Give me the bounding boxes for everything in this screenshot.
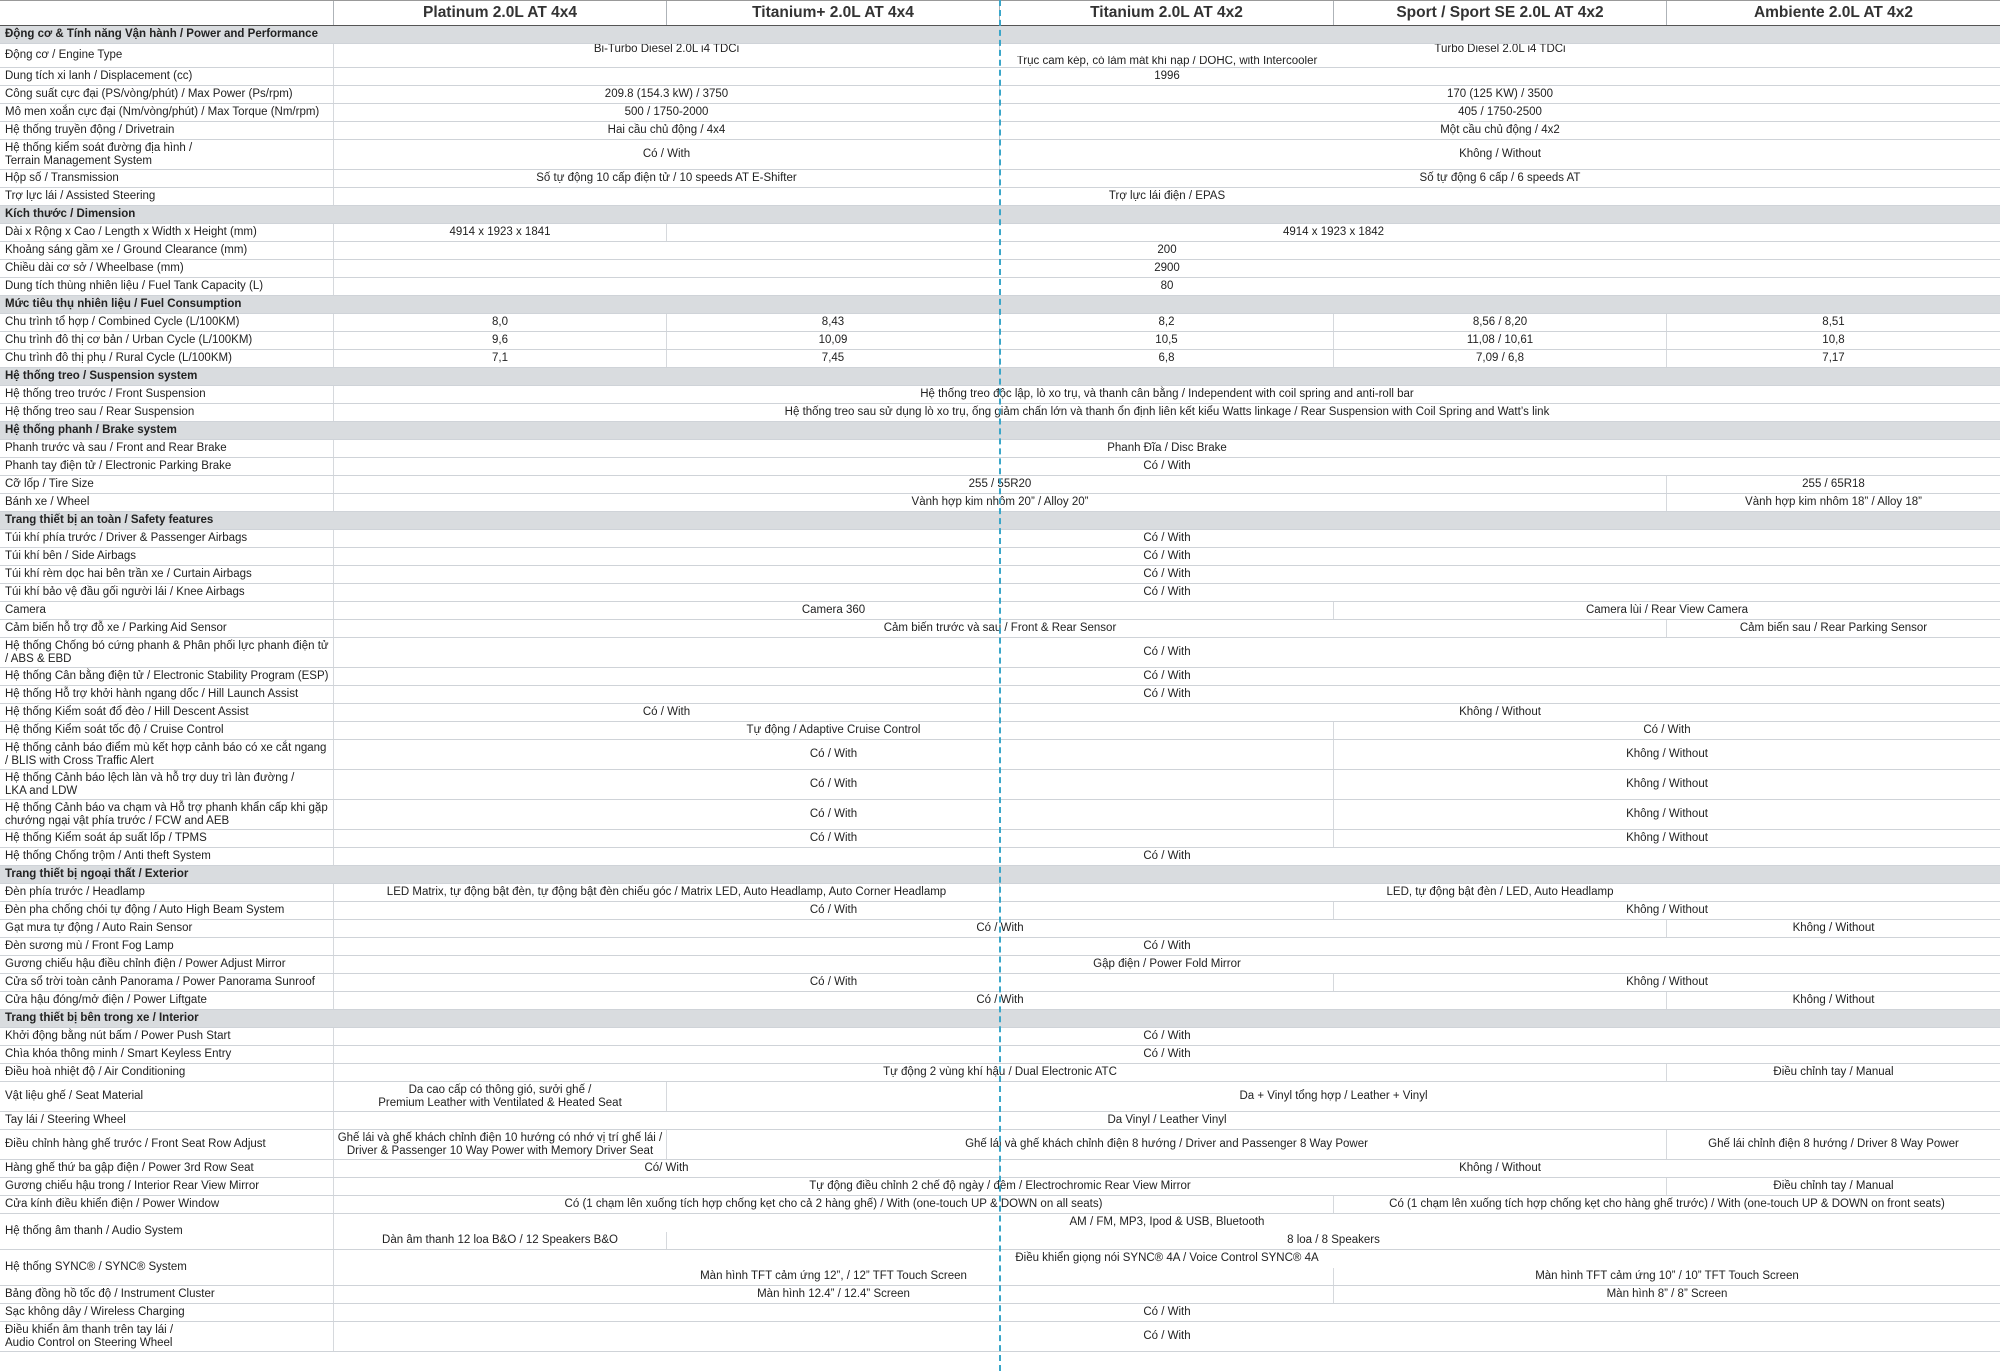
spec-value-cell: Cảm biến sau / Rear Parking Sensor [1666, 620, 2000, 637]
row-label: Hệ thống Cảnh báo va chạm và Hỗ trợ phanh khẩn cấp khi gặp chướng ngại vật phía trước / FCW and AEB [5, 801, 328, 827]
spec-value-cell: Không / Without [999, 140, 2000, 169]
spec-value-cell: Không / Without [1333, 800, 2000, 829]
spec-value-cell: Tự động 2 vùng khí hậu / Dual Electronic ATC [333, 1064, 1666, 1081]
row-label: Hệ thống Cảnh báo lệch làn và hỗ trợ duy trì làn đường / LKA and LDW [5, 771, 295, 797]
spec-value-cell: Trợ lực lái điện / EPAS [333, 188, 2000, 205]
section-title: Trang thiết bị an toàn / Safety features [5, 514, 214, 527]
spec-value-cell: Không / Without [1333, 974, 2000, 991]
row-label: Hệ thống cảnh báo điểm mù kết hợp cảnh báo có xe cắt ngang / BLIS with Cross Traffic Alert [5, 741, 327, 767]
row-label: Tay lái / Steering Wheel [5, 1114, 126, 1127]
section-title: Trang thiết bị ngoại thất / Exterior [5, 868, 189, 881]
spec-value-cell: Không / Without [1333, 902, 2000, 919]
spec-value-cell: Có / With [333, 1046, 2000, 1063]
page-fold-divider [999, 0, 1001, 1371]
row-label: Hàng ghế thứ ba gập điện / Power 3rd Row Seat [5, 1162, 254, 1175]
spec-value-cell: 7,1 [333, 350, 666, 367]
row-label: Hệ thống Chống trộm / Anti theft System [5, 850, 211, 863]
spec-value-cell: 255 / 65R18 [1666, 476, 2000, 493]
spec-value-cell: 2900 [333, 260, 2000, 277]
section-title: Kích thước / Dimension [5, 208, 136, 221]
row-label: Đèn phía trước / Headlamp [5, 886, 145, 899]
spec-value-cell: 7,17 [1666, 350, 2000, 367]
spec-value-cell: Có / With [333, 770, 1333, 799]
row-label: Cảm biến hỗ trợ đỗ xe / Parking Aid Sensor [5, 622, 227, 635]
spec-value-cell: Có / With [333, 938, 2000, 955]
row-label: Phanh tay điện tử / Electronic Parking Brake [5, 460, 232, 473]
row-label: Cửa hậu đóng/mở điện / Power Liftgate [5, 994, 207, 1007]
row-label: Hệ thống treo trước / Front Suspension [5, 388, 206, 401]
spec-value-cell: Có / With [333, 548, 2000, 565]
row-label: Vật liệu ghế / Seat Material [5, 1090, 144, 1103]
row-label: Chu trình tổ hợp / Combined Cycle (L/100KM) [5, 316, 240, 329]
spec-value-cell: Gập điện / Power Fold Mirror [333, 956, 2000, 973]
row-label: Điều chỉnh hàng ghế trước / Front Seat Row Adjust [5, 1138, 266, 1151]
spec-value-cell: 8,2 [999, 314, 1333, 331]
row-label: Bảng đồng hồ tốc độ / Instrument Cluster [5, 1288, 215, 1301]
row-label: Hệ thống Hỗ trợ khởi hành ngang dốc / Hill Launch Assist [5, 688, 299, 701]
spec-value-cell: 170 (125 KW) / 3500 [999, 86, 2000, 103]
header-blank-cell [0, 1, 333, 25]
spec-value-cell: Có / With [333, 638, 2000, 667]
spec-value-cell: 209.8 (154.3 kW) / 3750 [333, 86, 999, 103]
spec-value-cell: Ghế lái chỉnh điện 8 hướng / Driver 8 Way Power [1666, 1130, 2000, 1159]
row-label: Gạt mưa tự động / Auto Rain Sensor [5, 922, 193, 935]
spec-value-cell: Không / Without [999, 1160, 2000, 1177]
spec-value-cell: 255 / 55R20 [333, 476, 1666, 493]
spec-value-cell: Số tự động 6 cấp / 6 speeds AT [999, 170, 2000, 187]
spec-value-cell: Da + Vinyl tổng hợp / Leather + Vinyl [666, 1082, 2000, 1111]
row-label: Cửa kính điều khiển điện / Power Window [5, 1198, 220, 1211]
section-title: Trang thiết bị bên trong xe / Interior [5, 1012, 199, 1025]
spec-value-cell: Có / With [333, 584, 2000, 601]
row-label: Hệ thống truyền động / Drivetrain [5, 124, 175, 137]
row-label: Cửa sổ trời toàn cảnh Panorama / Power Panorama Sunroof [5, 976, 315, 989]
spec-value-cell: Điều chỉnh tay / Manual [1666, 1064, 2000, 1081]
spec-value-cell: 4914 x 1923 x 1841 [333, 224, 666, 241]
spec-value-cell: 8,0 [333, 314, 666, 331]
row-label: Chiều dài cơ sở / Wheelbase (mm) [5, 262, 184, 275]
spec-value-cell: Có (1 chạm lên xuống tích hợp chống kẹt cho cả 2 hàng ghế) / With (one-touch UP & DOWN on all seats) [333, 1196, 1333, 1213]
spec-value-cell: Tự động / Adaptive Cruise Control [333, 722, 1333, 739]
spec-value-cell: Tự động điều chỉnh 2 chế độ ngày / đêm / Electrochromic Rear View Mirror [333, 1178, 1666, 1195]
spec-value-cell: Camera 360 [333, 602, 1333, 619]
spec-value-cell: 8,43 [666, 314, 999, 331]
row-label: Hệ thống treo sau / Rear Suspension [5, 406, 195, 419]
spec-value-cell: LED, tự động bật đèn / LED, Auto Headlamp [999, 884, 2000, 901]
row-label: Khởi động bằng nút bấm / Power Push Start [5, 1030, 231, 1043]
row-label: Dung tích thùng nhiên liệu / Fuel Tank Capacity (L) [5, 280, 264, 293]
spec-value-cell: 405 / 1750-2500 [999, 104, 2000, 121]
row-label: Đèn pha chống chói tự động / Auto High Beam System [5, 904, 285, 917]
spec-value-cell: 8 loa / 8 Speakers [666, 1232, 2000, 1250]
spec-value-cell: 80 [333, 278, 2000, 295]
spec-value-cell: 7,09 / 6,8 [1333, 350, 1666, 367]
section-title: Hệ thống phanh / Brake system [5, 424, 177, 437]
spec-value-cell: AM / FM, MP3, Ipod & USB, Bluetooth [333, 1214, 2000, 1232]
row-label: Hệ thống SYNC® / SYNC® System [5, 1261, 187, 1274]
row-label: Chu trình đô thị phụ / Rural Cycle (L/100KM) [5, 352, 232, 365]
row-label: Hệ thống Chống bó cứng phanh & Phân phối lực phanh điện tử / ABS & EBD [5, 639, 329, 665]
section-title: Mức tiêu thụ nhiên liệu / Fuel Consumption [5, 298, 242, 311]
spec-value-cell: Camera lùi / Rear View Camera [1333, 602, 2000, 619]
spec-value-cell: 6,8 [999, 350, 1333, 367]
row-label: Sạc không dây / Wireless Charging [5, 1306, 185, 1319]
spec-value-cell: Hệ thống treo sau sử dụng lò xo trụ, ống giảm chấn lớn và thanh ổn định liên kết kiểu Watts linkage / Rear Suspension with Coil Spring and Watt’s link [333, 404, 2000, 421]
row-label: Điều khiển âm thanh trên tay lái / Audio Control on Steering Wheel [5, 1323, 174, 1349]
row-label: Gương chiếu hậu điều chỉnh điện / Power Adjust Mirror [5, 958, 286, 971]
row-label: Dài x Rộng x Cao / Length x Width x Height (mm) [5, 226, 257, 239]
column-header-platinum: Platinum 2.0L AT 4x4 [333, 1, 666, 25]
spec-value-cell: Màn hình TFT cảm ứng 10” / 10” TFT Touch Screen [1333, 1268, 2000, 1286]
row-label: Gương chiếu hậu trong / Interior Rear View Mirror [5, 1180, 260, 1193]
spec-value-cell: Có / With [1333, 722, 2000, 739]
row-label: Hệ thống Kiểm soát tốc độ / Cruise Control [5, 724, 224, 737]
spec-value-cell: Turbo Diesel 2.0L i4 TDCi [999, 44, 2000, 56]
row-label: Mô men xoắn cực đại (Nm/vòng/phút) / Max Torque (Nm/rpm) [5, 106, 320, 119]
section-title: Động cơ & Tính năng Vận hành / Power and Performance [5, 28, 318, 41]
spec-value-cell: Điều khiển giọng nói SYNC® 4A / Voice Control SYNC® 4A [333, 1250, 2000, 1268]
spec-value-cell: Có / With [333, 974, 1333, 991]
spec-value-cell: Dàn âm thanh 12 loa B&O / 12 Speakers B&O [333, 1232, 666, 1250]
row-label: Khoảng sáng gầm xe / Ground Clearance (mm) [5, 244, 248, 257]
spec-value-cell: Có/ With [333, 1160, 999, 1177]
row-label: Chìa khóa thông minh / Smart Keyless Entry [5, 1048, 232, 1061]
spec-value-cell: Có / With [333, 1322, 2000, 1351]
spec-value-cell: Màn hình TFT cảm ứng 12”, / 12” TFT Touch Screen [333, 1268, 1333, 1286]
spec-value-cell: Có / With [333, 704, 999, 721]
spec-value-cell: Có / With [333, 740, 1333, 769]
spec-value-cell: Da Vinyl / Leather Vinyl [333, 1112, 2000, 1129]
row-label: Trợ lực lái / Assisted Steering [5, 190, 156, 203]
spec-value-cell: Có / With [333, 140, 999, 169]
spec-value-cell: Hai cầu chủ động / 4x4 [333, 122, 999, 139]
row-label: Động cơ / Engine Type [5, 49, 123, 62]
spec-value-cell: Có / With [333, 902, 1333, 919]
spec-value-cell: Có / With [333, 1304, 2000, 1321]
spec-value-cell: Da cao cấp có thông gió, sưởi ghế / Premium Leather with Ventilated & Heated Seat [333, 1082, 666, 1111]
spec-value-cell: Phanh Đĩa / Disc Brake [333, 440, 2000, 457]
spec-value-cell: Không / Without [1333, 740, 2000, 769]
spec-value-cell: Có / With [333, 920, 1666, 937]
spec-value-cell: 9,6 [333, 332, 666, 349]
spec-value-cell: Bi-Turbo Diesel 2.0L i4 TDCi [333, 44, 999, 56]
spec-value-cell: Trục cam kép, có làm mát khí nạp / DOHC, with Intercooler [333, 56, 2000, 68]
spec-value-cell: Có / With [333, 458, 2000, 475]
spec-value-cell: 10,09 [666, 332, 999, 349]
spec-value-cell: 7,45 [666, 350, 999, 367]
row-label: Túi khí bảo vệ đầu gối người lái / Knee Airbags [5, 586, 245, 599]
row-label: Hệ thống kiểm soát đường địa hình / Terrain Management System [5, 141, 193, 167]
spec-value-cell: Không / Without [1333, 830, 2000, 847]
spec-value-cell: Không / Without [1666, 992, 2000, 1009]
spec-value-cell: 1996 [333, 68, 2000, 85]
row-label: Cỡ lốp / Tire Size [5, 478, 94, 491]
row-label: Điều hoà nhiệt độ / Air Conditioning [5, 1066, 186, 1079]
row-label: Hệ thống Cân bằng điện tử / Electronic Stability Program (ESP) [5, 670, 329, 683]
spec-value-cell: Có / With [333, 830, 1333, 847]
spec-value-cell: Điều chỉnh tay / Manual [1666, 1178, 2000, 1195]
spec-value-cell: Ghế lái và ghế khách chỉnh điện 8 hướng / Driver and Passenger 8 Way Power [666, 1130, 1666, 1159]
row-label: Hộp số / Transmission [5, 172, 119, 185]
spec-value-cell: 10,5 [999, 332, 1333, 349]
row-label: Dung tích xi lanh / Displacement (cc) [5, 70, 193, 83]
column-header-ambiente: Ambiente 2.0L AT 4x2 [1666, 1, 2000, 25]
spec-value-cell: Có / With [333, 848, 2000, 865]
row-label: Túi khí rèm dọc hai bên trần xe / Curtain Airbags [5, 568, 252, 581]
spec-value-cell: 8,56 / 8,20 [1333, 314, 1666, 331]
spec-value-cell: Ghế lái và ghế khách chỉnh điện 10 hướng có nhớ vị trí ghế lái / Driver & Passenger 10 Way Power with Memory Driver Seat [333, 1130, 666, 1159]
spec-value-cell: Không / Without [999, 704, 2000, 721]
row-label: Công suất cực đại (PS/vòng/phút) / Max Power (Ps/rpm) [5, 88, 293, 101]
section-title: Hệ thống treo / Suspension system [5, 370, 198, 383]
spec-value-cell: Có / With [333, 668, 2000, 685]
spec-value-cell: 4914 x 1923 x 1842 [666, 224, 2000, 241]
spec-value-cell: Số tự động 10 cấp điện tử / 10 speeds AT E-Shifter [333, 170, 999, 187]
spec-value-cell: Vành hợp kim nhôm 20” / Alloy 20” [333, 494, 1666, 511]
spec-value-cell: 11,08 / 10,61 [1333, 332, 1666, 349]
row-label: Túi khí bên / Side Airbags [5, 550, 137, 563]
column-header-titanium: Titanium 2.0L AT 4x2 [999, 1, 1333, 25]
spec-value-cell: Có (1 chạm lên xuống tích hợp chống kẹt cho hàng ghế trước) / With (one-touch UP & DOWN on front seats) [1333, 1196, 2000, 1213]
spec-value-cell: Màn hình 8” / 8” Screen [1333, 1286, 2000, 1303]
spec-value-cell: Có / With [333, 992, 1666, 1009]
row-label: Bánh xe / Wheel [5, 496, 90, 509]
row-label: Đèn sương mù / Front Fog Lamp [5, 940, 174, 953]
spec-value-cell: Không / Without [1666, 920, 2000, 937]
spec-value-cell: Có / With [333, 530, 2000, 547]
spec-value-cell: Không / Without [1333, 770, 2000, 799]
spec-value-cell: Màn hình 12.4” / 12.4” Screen [333, 1286, 1333, 1303]
spec-value-cell: 200 [333, 242, 2000, 259]
spec-value-cell: LED Matrix, tự động bật đèn, tự động bật đèn chiếu góc / Matrix LED, Auto Headlamp, Auto Corner Headlamp [333, 884, 999, 901]
spec-value-cell: Có / With [333, 686, 2000, 703]
spec-value-cell: 500 / 1750-2000 [333, 104, 999, 121]
spec-value-cell: Có / With [333, 1028, 2000, 1045]
column-header-sport: Sport / Sport SE 2.0L AT 4x2 [1333, 1, 1666, 25]
row-label: Hệ thống Kiểm soát áp suất lốp / TPMS [5, 832, 207, 845]
row-label: Túi khí phía trước / Driver & Passenger Airbags [5, 532, 248, 545]
spec-value-cell: Vành hợp kim nhôm 18” / Alloy 18” [1666, 494, 2000, 511]
row-label: Hệ thống Kiểm soát đổ đèo / Hill Descent Assist [5, 706, 249, 719]
spec-value-cell: 8,51 [1666, 314, 2000, 331]
spec-value-cell: Hệ thống treo độc lập, lò xo trụ, và thanh cân bằng / Independent with coil spring and anti-roll bar [333, 386, 2000, 403]
column-header-titanium-plus: Titanium+ 2.0L AT 4x4 [666, 1, 999, 25]
row-label: Chu trình đô thị cơ bản / Urban Cycle (L/100KM) [5, 334, 253, 347]
row-label: Phanh trước và sau / Front and Rear Brake [5, 442, 227, 455]
spec-value-cell: Có / With [333, 566, 2000, 583]
spec-value-cell: Một cầu chủ động / 4x2 [999, 122, 2000, 139]
row-label: Hệ thống âm thanh / Audio System [5, 1225, 183, 1238]
spec-value-cell: Có / With [333, 800, 1333, 829]
row-label: Camera [5, 604, 46, 617]
spec-value-cell: Cảm biến trước và sau / Front & Rear Sensor [333, 620, 1666, 637]
spec-value-cell: 10,8 [1666, 332, 2000, 349]
